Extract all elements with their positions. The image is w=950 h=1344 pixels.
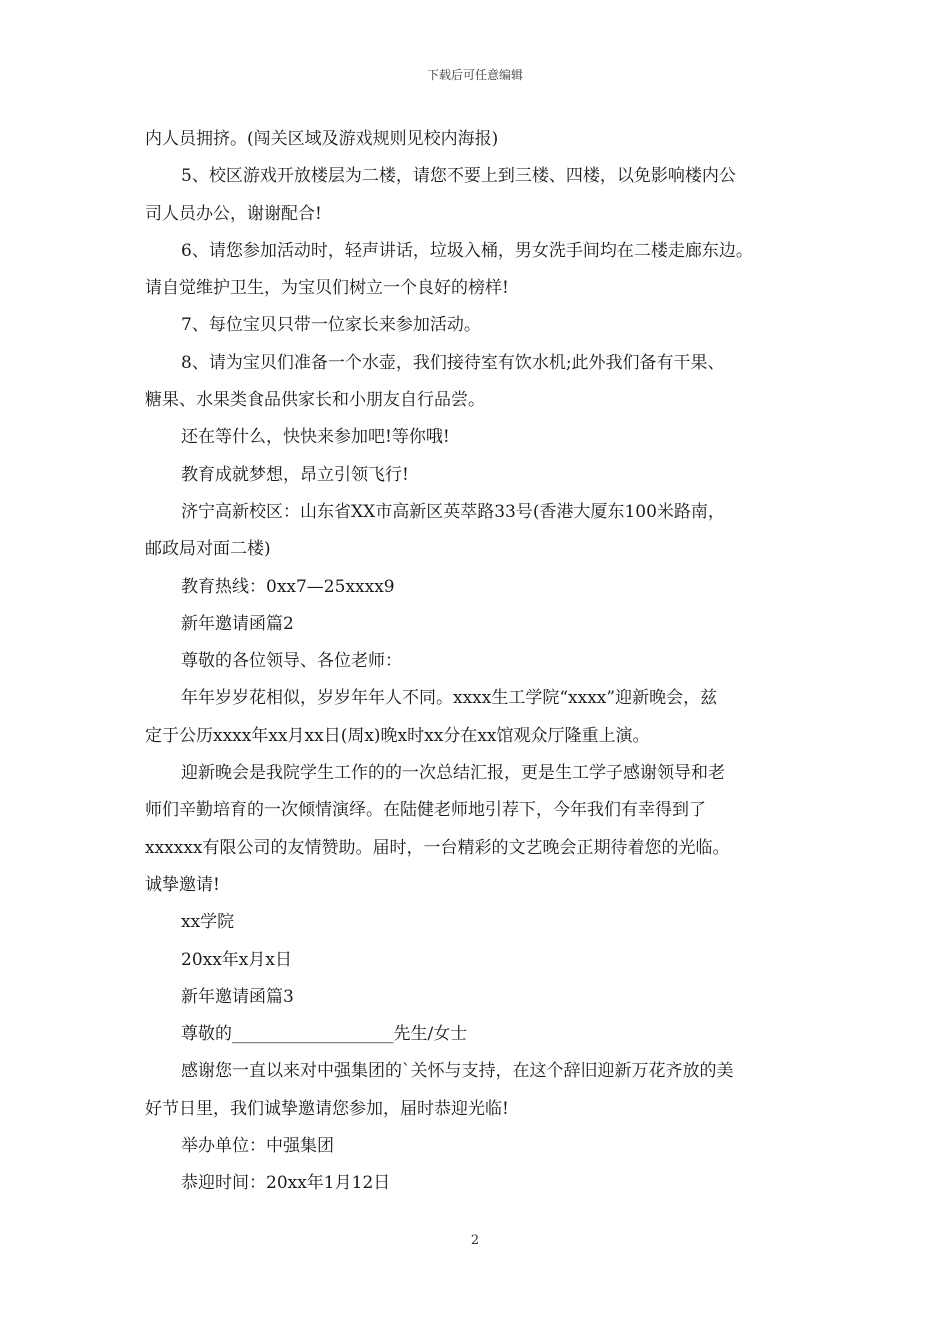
paragraph-line: 请自觉维护卫生，为宝贝们树立一个良好的榜样! [145,278,509,299]
paragraph-line: 邮政局对面二楼) [145,539,271,560]
paragraph-line: 6、请您参加活动时，轻声讲话，垃圾入桶，男女洗手间均在二楼走廊东边。 [181,240,753,261]
paragraph-line: 迎新晚会是我院学生工作的的一次总结汇报，更是生工学子感谢领导和老 [181,763,725,784]
paragraph-line: 7、每位宝贝只带一位家长来参加活动。 [181,315,481,336]
paragraph-line: 5、校区游戏开放楼层为二楼，请您不要上到三楼、四楼，以免影响楼内公 [181,166,736,187]
paragraph-line: 恭迎时间：20xx年1月12日 [181,1173,391,1194]
paragraph-line: xxxxxx有限公司的友情赞助。届时，一台精彩的文艺晚会正期待着您的光临。 [145,837,730,858]
paragraph-line: 教育成就梦想，昂立引领飞行! [181,464,409,485]
paragraph-line: 司人员办公，谢谢配合! [145,203,322,224]
paragraph-line: xx学院 [181,912,235,933]
paragraph-line: 年年岁岁花相似，岁岁年年人不同。xxxx生工学院“xxxx”迎新晚会，兹 [181,688,718,709]
paragraph-line: 20xx年x月x日 [181,949,292,970]
paragraph-line: 感谢您一直以来对中强集团的`关怀与支持，在这个辞旧迎新万花齐放的美 [181,1061,734,1082]
document-body [145,121,825,1203]
paragraph-line: 好节日里，我们诚挚邀请您参加，届时恭迎光临! [145,1098,509,1119]
paragraph-line: 8、请为宝贝们准备一个水壶，我们接待室有饮水机;此外我们备有干果、 [181,352,725,373]
paragraph-line: 还在等什么，快快来参加吧!等你哦! [181,427,450,448]
paragraph-line: 济宁高新校区：山东省XX市高新区英萃路33号(香港大厦东100米路南， [181,501,725,522]
paragraph-line: 内人员拥挤。(闯关区域及游戏规则见校内海报) [145,129,499,149]
paragraph-line: 尊敬的各位领导、各位老师： [181,651,402,672]
paragraph-line: 诚挚邀请! [145,874,220,895]
page-number: 2 [470,1233,480,1248]
paragraph-line: 教育热线：0xx7—25xxxx9 [181,576,395,597]
paragraph-line: 定于公历xxxx年xx月xx日(周x)晚x时xx分在xx馆观众厅隆重上演。 [145,725,650,746]
paragraph-line: 糖果、水果类食品供家长和小朋友自行品尝。 [145,390,485,411]
paragraph-line: 举办单位：中强集团 [181,1136,334,1157]
paragraph-line: 师们辛勤培育的一次倾情演绎。在陆健老师地引荐下，今年我们有幸得到了 [145,800,706,821]
section-title: 新年邀请函篇2 [181,613,294,634]
section-title: 新年邀请函篇3 [181,986,294,1007]
page-header: 下载后可任意编辑 [426,68,523,82]
paragraph-line: 尊敬的___________________先生/女士 [181,1024,468,1045]
